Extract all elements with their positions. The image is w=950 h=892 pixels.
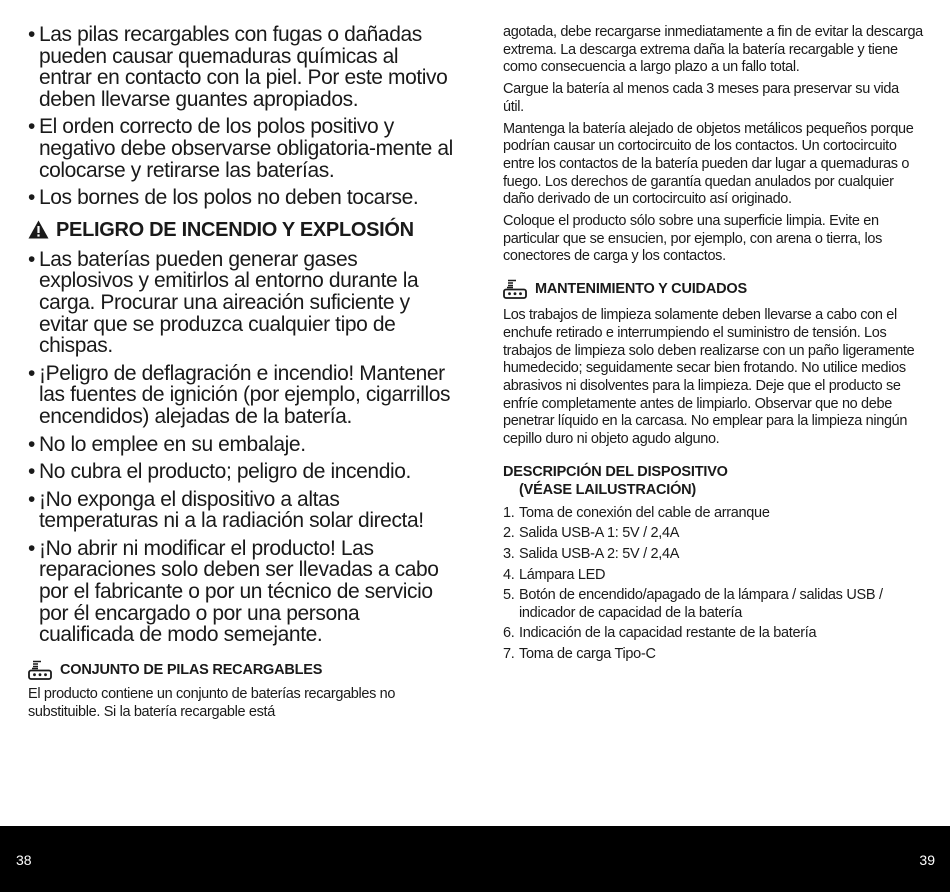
list-item: • No lo emplee en su embalaje. [28,434,453,456]
list-item: • Las pilas recargables con fugas o dañadas pueden causar quemaduras químicas al entrar en contacto con la piel. Por este motivo deben llevarse guantes apropiados. [28,24,453,110]
fire-hazard-heading-text: PELIGRO DE INCENDIO Y EXPLOSIÓN [56,218,414,241]
list-item: • Los bornes de los polos no deben tocarse. [28,187,453,209]
battery-pack-text: El producto contiene un conjunto de baterías recargables no substituible. Si la batería recargable está [28,685,396,720]
battery-safety-list [28,24,453,209]
list-item: • ¡Peligro de deflagración e incendio! Mantener las fuentes de ignición (por ejemplo, cigarrillos encendidos) alejadas de la batería. [28,363,453,428]
device-description-heading [503,463,923,499]
device-description-heading-line1: DESCRIPCIÓN DEL DISPOSITIVO [503,463,728,480]
list-item [503,546,923,564]
battery-pack-icon [28,660,52,680]
item-text: Salida USB-A 2: 5V / 2,4A [519,545,680,562]
battery-pack-heading-text: CONJUNTO DE PILAS RECARGABLES [60,661,323,678]
left-column [28,24,453,725]
list-item: • No cubra el producto; peligro de incendio. [28,461,453,483]
item-number: 7. [503,645,515,662]
list-item [503,646,923,664]
paragraph: Mantenga la batería alejado de objetos metálicos pequeños porque podrían causar un cortocircuito de los contactos. Un cortocircuito entre los contactos de la batería pueden dar lugar a quemaduras o fuego. Los derechos de garantía quedan anulados por cualquier daño derivado de un cortocircuito así originado. [503,120,914,208]
maintenance-heading-text: MANTENIMIENTO Y CUIDADOS [535,281,747,298]
list-item [503,625,923,643]
device-description-heading-line2: (VÉASE LAILUSTRACIÓN) [519,481,697,498]
item-text: Salida USB-A 1: 5V / 2,4A [519,525,680,542]
paragraph: Coloque el producto sólo sobre una superficie limpia. Evite en particular que se ensucien, por ejemplo, con arena o tierra, los conectores de carga y los contactos. [503,213,882,265]
maintenance-heading [503,279,923,299]
page-number-left: 38 [16,852,32,868]
paragraph: agotada, debe recargarse inmediatamente a fin de evitar la descarga extrema. La descarga extrema daña la batería recargable y tiene como consecuencia a largo plazo a un fallo total. [503,24,923,76]
page-number-right: 39 [919,852,935,868]
list-item [503,567,923,585]
paragraph: Cargue la batería al menos cada 3 meses para preservar su vida útil. [503,81,899,115]
device-parts-list [503,505,923,664]
fire-safety-list [28,249,453,646]
item-number: 5. [503,587,515,604]
list-item [503,525,923,543]
list-item: • Las baterías pueden generar gases explosivos y emitirlos al entorno durante la carga. Procurar una aireación suficiente y evitar que se produzca cualquier tipo de chispas. [28,249,453,357]
item-text: Botón de encendido/apagado de la lámpara / salidas USB / indicador de capacidad de la batería [519,587,883,621]
list-item: • El orden correcto de los polos positivo y negativo debe observarse obligatoria-mente al colocarse y retirarse las baterías. [28,116,453,181]
item-text: Lámpara LED [519,566,606,583]
list-item [503,587,923,622]
page-footer [0,826,950,892]
item-number: 1. [503,504,515,521]
warning-icon [28,220,49,239]
item-number: 4. [503,566,515,583]
item-number: 6. [503,625,515,642]
list-item [503,505,923,523]
item-number: 3. [503,545,515,562]
battery-pack-heading [28,660,453,680]
list-item: • ¡No abrir ni modificar el producto! Las reparaciones solo deben ser llevadas a cabo por el fabricante o por un técnico de servicio por él encargado o por una persona cualificada de modo semejante. [28,538,453,646]
right-column [503,24,923,667]
maintenance-text: Los trabajos de limpieza solamente deben llevarse a cabo con el enchufe retirado e interrumpiendo el suministro de tensión. Los trabajos de limpieza solo deben realizarse con un paño ligeramente humedecido; seguidamente secar bien frotando. No utilice medios abrasivos ni disolventes para la limpieza. Deje que el producto se enfríe completamente antes de limpiarlo. Observar que no debe penetrar líquido en la carcasa. No emplear para la limpieza ningún cepillo duro ni objeto agudo alguno. [503,307,915,448]
item-text: Indicación de la capacidad restante de la batería [519,625,817,642]
item-text: Toma de carga Tipo-C [519,645,656,662]
battery-pack-icon [503,279,527,299]
item-text: Toma de conexión del cable de arranque [519,504,770,521]
list-item: • ¡No exponga el dispositivo a altas temperaturas ni a la radiación solar directa! [28,489,453,532]
item-number: 2. [503,525,515,542]
fire-hazard-heading [28,219,453,241]
